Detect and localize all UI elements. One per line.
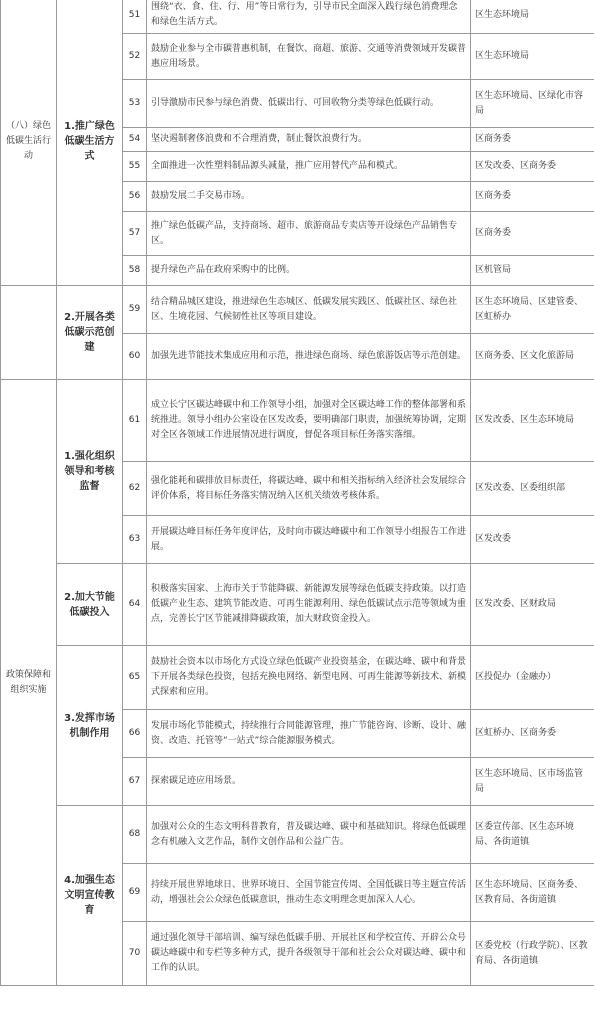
responsible-dept: 区委党校（行政学院）、区教育局、各街道镇 [471, 922, 594, 986]
task-content: 围绕“衣、食、住、行、用”等日常行为，引导市民全面深入践行绿色消费理念和绿色生活方式。 [147, 0, 471, 34]
category-cell: （八）绿色低碳生活行动 [1, 0, 57, 286]
subcategory-cell: 1.推广绿色低碳生活方式 [57, 0, 123, 286]
task-content: 探索碳足迹应用场景。 [147, 758, 471, 806]
responsible-dept: 区生态环境局、区绿化市容局 [471, 80, 594, 128]
table-row [1, 0, 594, 34]
task-content: 开展碳达峰目标任务年度评估，及时向市碳达峰碳中和工作领导小组报告工作进展。 [147, 516, 471, 564]
row-number: 64 [123, 564, 147, 646]
responsible-dept: 区生态环境局、区商务委、区教育局、各街道镇 [471, 864, 594, 922]
subcategory-cell: 3.发挥市场机制作用 [57, 646, 123, 806]
responsible-dept: 区生态环境局 [471, 0, 594, 34]
table-row [1, 380, 594, 462]
task-content: 鼓励企业参与全市碳普惠机制，在餐饮、商超、旅游、交通等消费领域开发碳普惠应用场景。 [147, 34, 471, 80]
subcategory-cell: 1.强化组织领导和考核监督 [57, 380, 123, 564]
responsible-dept: 区商务委、区文化旅游局 [471, 334, 594, 380]
task-content: 成立长宁区碳达峰碳中和工作领导小组，加强对全区碳达峰工作的整体部署和系统推进。领导小组办公室设在区发改委，要明确部门职责，加强统筹协调，定期对全区各领域工作进展情况进行调度，督促各项目标任务落实落细。 [147, 380, 471, 462]
responsible-dept: 区发改委 [471, 516, 594, 564]
row-number: 70 [123, 922, 147, 986]
responsible-dept: 区商务委 [471, 128, 594, 152]
row-number: 55 [123, 152, 147, 182]
row-number: 65 [123, 646, 147, 710]
responsible-dept: 区虹桥办、区商务委 [471, 710, 594, 758]
task-content: 强化能耗和碳排放目标责任，将碳达峰、碳中和相关指标纳入经济社会发展综合评价体系，将目标任务落实情况纳入区机关绩效考核体系。 [147, 462, 471, 516]
task-content: 持续开展世界地球日、世界环境日、全国节能宣传周、全国低碳日等主题宣传活动，增强社会公众绿色低碳意识，推动生态文明理念更加深入人心。 [147, 864, 471, 922]
row-number: 54 [123, 128, 147, 152]
table-row [1, 646, 594, 710]
responsible-dept: 区商务委 [471, 212, 594, 256]
table-row [1, 564, 594, 646]
row-number: 63 [123, 516, 147, 564]
task-content: 发展市场化节能模式，持续推行合同能源管理，推广节能咨询、诊断、设计、融资、改造、托管等“一站式”综合能源服务模式。 [147, 710, 471, 758]
row-number: 52 [123, 34, 147, 80]
responsible-dept: 区生态环境局、区建管委、区虹桥办 [471, 286, 594, 334]
table-row [1, 806, 594, 864]
responsible-dept: 区发改委、区生态环境局 [471, 380, 594, 462]
row-number: 61 [123, 380, 147, 462]
row-number: 51 [123, 0, 147, 34]
task-content: 全面推进一次性塑料制品源头减量，推广应用替代产品和模式。 [147, 152, 471, 182]
task-content: 加强对公众的生态文明科普教育，普及碳达峰、碳中和基础知识。将绿色低碳理念有机融入文艺作品，制作文创作品和公益广告。 [147, 806, 471, 864]
category-cell: 政策保障和组织实施 [1, 380, 57, 986]
table-row [1, 286, 594, 334]
task-content: 推广绿色低碳产品，支持商场、超市、旅游商品专卖店等开设绿色产品销售专区。 [147, 212, 471, 256]
responsible-dept: 区生态环境局 [471, 34, 594, 80]
task-content: 鼓励发展二手交易市场。 [147, 182, 471, 212]
responsible-dept: 区机管局 [471, 256, 594, 286]
subcategory-cell: 4.加强生态文明宣传教育 [57, 806, 123, 986]
row-number: 69 [123, 864, 147, 922]
row-number: 62 [123, 462, 147, 516]
responsible-dept: 区投促办（金融办） [471, 646, 594, 710]
responsible-dept: 区商务委 [471, 182, 594, 212]
responsible-dept: 区发改委、区财政局 [471, 564, 594, 646]
category-cell-empty [1, 286, 57, 380]
row-number: 56 [123, 182, 147, 212]
row-number: 53 [123, 80, 147, 128]
responsible-dept: 区生态环境局、区市场监管局 [471, 758, 594, 806]
subcategory-cell: 2.加大节能低碳投入 [57, 564, 123, 646]
row-number: 67 [123, 758, 147, 806]
task-content: 结合精品城区建设，推进绿色生态城区、低碳发展实践区、低碳社区、绿色社区、生境花园、气候韧性社区等项目建设。 [147, 286, 471, 334]
responsible-dept: 区发改委、区委组织部 [471, 462, 594, 516]
row-number: 60 [123, 334, 147, 380]
subcategory-cell: 2.开展各类低碳示范创建 [57, 286, 123, 380]
responsible-dept: 区委宣传部、区生态环境局、各街道镇 [471, 806, 594, 864]
row-number: 66 [123, 710, 147, 758]
responsible-dept: 区发改委、区商务委 [471, 152, 594, 182]
task-content: 坚决遏制奢侈浪费和不合理消费，制止餐饮浪费行为。 [147, 128, 471, 152]
task-content: 积极落实国家、上海市关于节能降碳、新能源发展等绿色低碳支持政策。以打造低碳产业生态、建筑节能改造、可再生能源利用、绿色低碳试点示范等领域为重点，完善长宁区节能减排降碳政策，加大财政资金投入。 [147, 564, 471, 646]
row-number: 57 [123, 212, 147, 256]
task-content: 加强先进节能技术集成应用和示范，推进绿色商场、绿色旅游饭店等示范创建。 [147, 334, 471, 380]
row-number: 58 [123, 256, 147, 286]
row-number: 68 [123, 806, 147, 864]
row-number: 59 [123, 286, 147, 334]
task-content: 引导激励市民参与绿色消费、低碳出行、可回收物分类等绿色低碳行动。 [147, 80, 471, 128]
task-content: 通过强化领导干部培训、编写绿色低碳手册、开展社区和学校宣传、开辟公众号碳达峰碳中和专栏等多种方式，提升各级领导干部和社会公众对碳达峰、碳中和工作的认识。 [147, 922, 471, 986]
task-content: 鼓励社会资本以市场化方式设立绿色低碳产业投资基金，在碳达峰、碳中和背景下开展各类绿色投资，包括充换电网络、新型电网、可再生能源等新技术、新模式探索和应用。 [147, 646, 471, 710]
task-content: 提升绿色产品在政府采购中的比例。 [147, 256, 471, 286]
